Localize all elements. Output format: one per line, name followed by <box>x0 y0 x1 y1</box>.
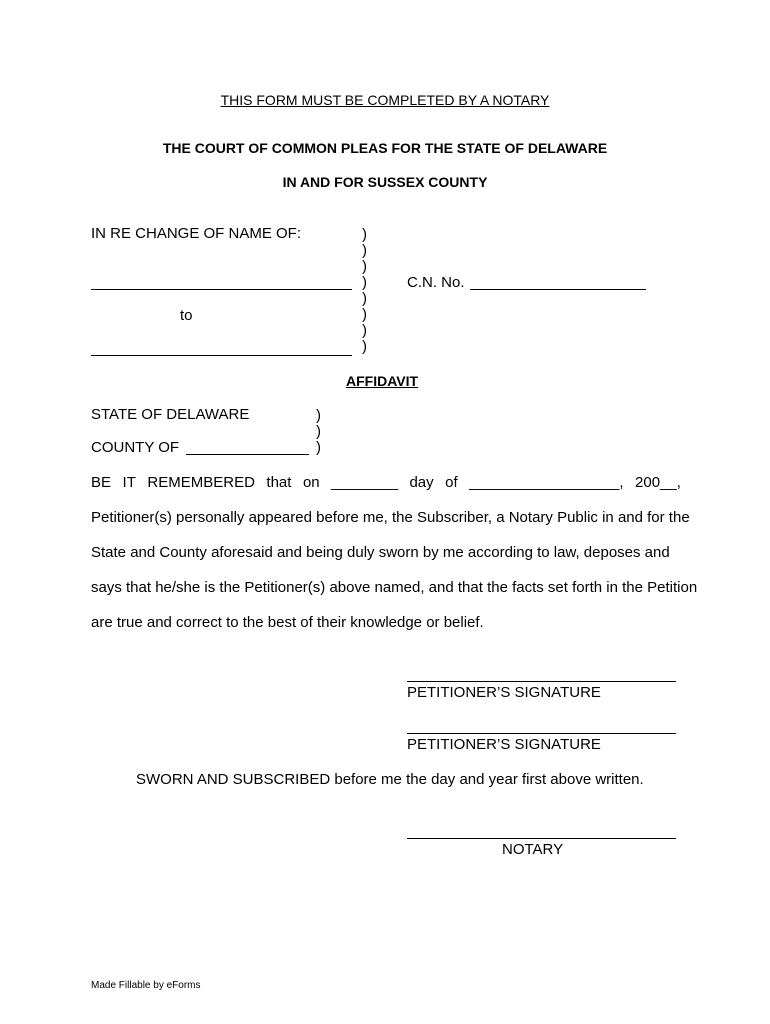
notary-notice: THIS FORM MUST BE COMPLETED BY A NOTARY <box>220 92 550 108</box>
cn-number-field[interactable] <box>470 272 646 288</box>
paren: ) <box>362 242 367 259</box>
petitioner-signature-label-2: PETITIONER’S SIGNATURE <box>407 736 601 753</box>
body-word: BE <box>91 474 112 491</box>
paren: ) <box>362 290 367 307</box>
name-to-field[interactable] <box>91 338 352 354</box>
paren: ) <box>316 407 321 424</box>
paren: ) <box>362 274 367 291</box>
body-word: IT <box>122 474 136 491</box>
body-word: day <box>409 474 434 491</box>
cn-label: C.N. No. <box>407 274 465 291</box>
county-line <box>186 454 309 455</box>
notary-signature-line[interactable] <box>407 838 676 839</box>
cn-number-line <box>470 289 646 290</box>
body-line-3: State and County aforesaid and being duly sworn by me according to law, deposes and <box>91 544 670 561</box>
body-line-2: Petitioner(s) personally appeared before me, the Subscriber, a Notary Public in and for the <box>91 509 690 526</box>
county-label: COUNTY OF <box>91 439 180 456</box>
paren: ) <box>362 226 367 243</box>
footer-credit: Made Fillable by eForms <box>91 980 201 991</box>
petitioner-signature-label-1: PETITIONER’S SIGNATURE <box>407 684 601 701</box>
county-title: IN AND FOR SUSSEX COUNTY <box>282 174 488 190</box>
affidavit-title: AFFIDAVIT <box>346 373 419 389</box>
year-field[interactable]: 200__, <box>635 474 681 491</box>
paren: ) <box>362 258 367 275</box>
sworn-statement: SWORN AND SUBSCRIBED before me the day and year first above written. <box>136 771 644 788</box>
petitioner-signature-line-1[interactable] <box>407 681 676 682</box>
paren: ) <box>316 423 321 440</box>
petitioner-signature-line-2[interactable] <box>407 733 676 734</box>
day-field[interactable]: ________ <box>331 474 398 491</box>
month-field[interactable]: __________________, <box>469 474 624 491</box>
body-line-5: are true and correct to the best of their knowledge or belief. <box>91 614 484 631</box>
paren: ) <box>362 322 367 339</box>
name-from-field[interactable] <box>91 272 352 288</box>
paren: ) <box>316 439 321 456</box>
state-label: STATE OF DELAWARE <box>91 406 250 423</box>
body-word: of <box>445 474 458 491</box>
to-label: to <box>180 307 193 324</box>
county-field[interactable] <box>186 437 309 453</box>
name-to-line <box>91 355 352 356</box>
in-re-label: IN RE CHANGE OF NAME OF: <box>91 225 302 242</box>
affidavit-body <box>91 465 698 640</box>
court-title: THE COURT OF COMMON PLEAS FOR THE STATE OF DELAWARE <box>162 140 608 156</box>
name-from-line <box>91 289 352 290</box>
body-word: that <box>266 474 292 491</box>
body-line-4: says that he/she is the Petitioner(s) above named, and that the facts set forth in the Petition <box>91 579 698 596</box>
body-word: REMEMBERED <box>147 474 255 491</box>
paren: ) <box>362 306 367 323</box>
notary-label: NOTARY <box>502 841 564 858</box>
paren: ) <box>362 338 367 355</box>
body-word: on <box>302 474 320 491</box>
body-line-1 <box>91 465 681 500</box>
